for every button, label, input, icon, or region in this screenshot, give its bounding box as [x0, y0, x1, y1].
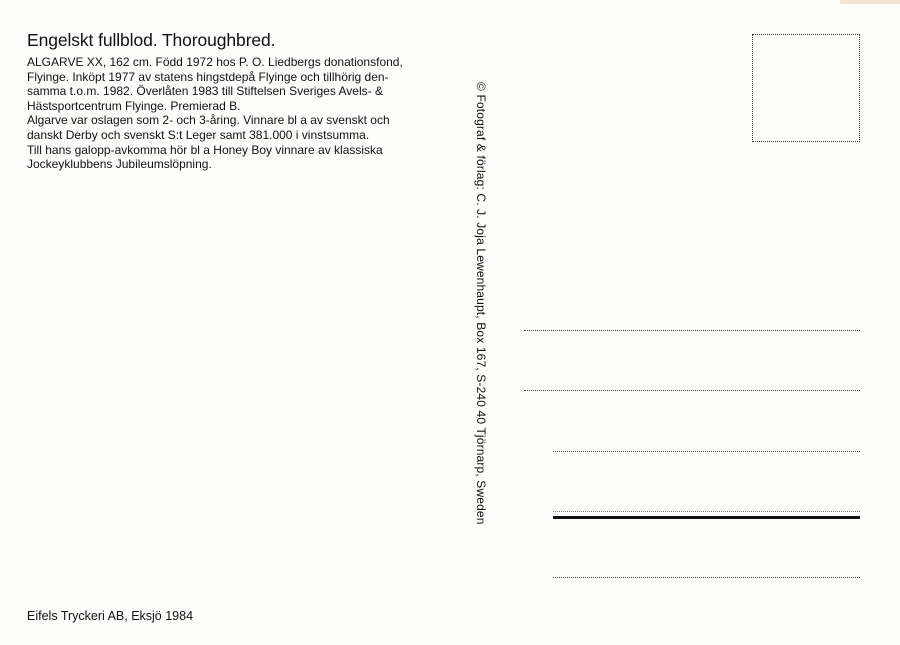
- address-line-4-guide: [553, 511, 860, 512]
- description-line: Hästsportcentrum Flyinge. Premierad B.: [27, 98, 241, 113]
- publisher-credit: © Fotograf & förlag: C. J. Joja Lewenhaupt, Box 167, S-240 40 Tjörnarp, Sweden: [474, 82, 488, 525]
- address-line-2: [524, 390, 860, 391]
- address-line-1: [524, 330, 860, 331]
- description-line: ALGARVE XX, 162 cm. Född 1972 hos P. O. Liedbergs donationsfond,: [27, 55, 403, 69]
- description-text: [27, 55, 447, 172]
- corner-discoloration: [840, 0, 900, 4]
- description-line: Till hans galopp-avkomma hör bl a Honey Boy vinnare av klassiska: [27, 142, 383, 157]
- address-line-3: [553, 451, 860, 452]
- address-line-4: [553, 516, 860, 519]
- address-line-5: [553, 577, 860, 578]
- description-line: Algarve var oslagen som 2- och 3-åring. Vinnare bl a av svenskt och: [27, 113, 390, 128]
- card-title: Engelskt fullblod. Thoroughbred.: [27, 30, 276, 50]
- stamp-box: [752, 34, 860, 142]
- description-line: samma t.o.m. 1982. Överlåten 1983 till Stiftelsen Sveriges Avels- &: [27, 84, 383, 99]
- description-line: Flyinge. Inköpt 1977 av statens hingstdepå Flyinge och tillhörig den-: [27, 69, 389, 84]
- description-line: Jockeyklubbens Jubileumslöpning.: [27, 157, 212, 172]
- description-line: danskt Derby och svenskt S:t Leger samt 381.000 i vinstsumma.: [27, 127, 370, 142]
- printer-credit: Eifels Tryckeri AB, Eksjö 1984: [27, 609, 194, 623]
